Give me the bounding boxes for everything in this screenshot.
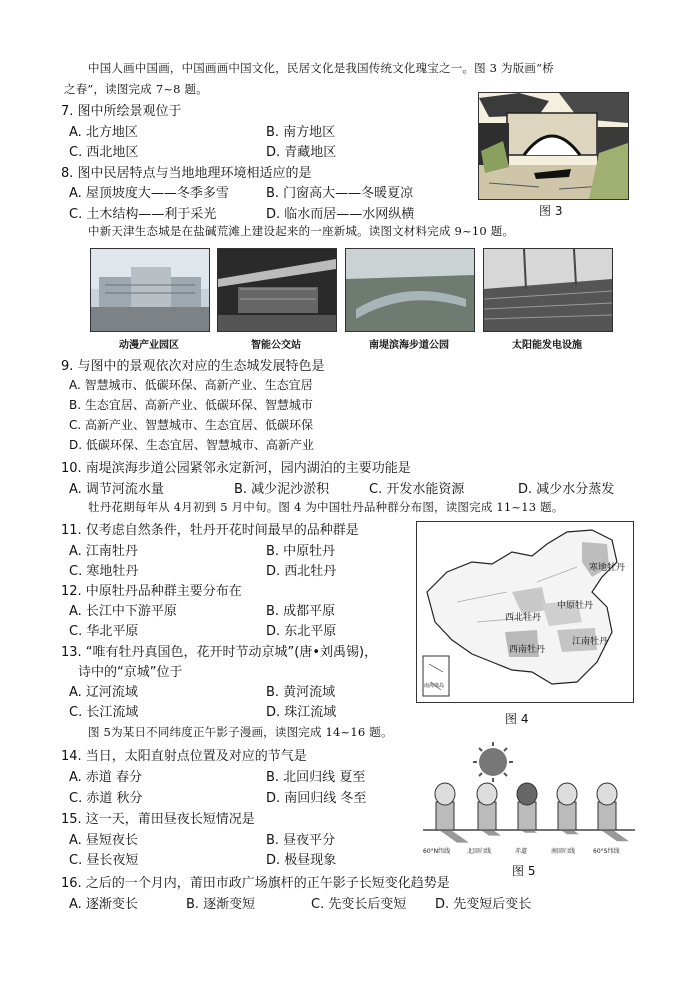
shadow [481,830,501,836]
photo-smart-bus-stop [217,248,337,332]
map-label: 寒地牡丹 [589,563,626,573]
option-d[interactable]: D. 西北牡丹 [266,564,337,579]
body [478,802,496,830]
option-c[interactable]: C. 华北平原 [69,624,139,639]
option-d[interactable]: D. 珠江流域 [266,705,337,720]
intro-text: 中新天津生态城是在盐碱荒滩上建设起来的一座新城。读图文材料完成 9~10 题。 [88,224,515,238]
figure-label: 图 3 [539,204,563,218]
figure-3-woodcut [478,92,629,200]
option-c[interactable]: C. 长江流域 [69,705,139,720]
photo-caption: 南堤滨海步道公园 [369,340,449,351]
intro-text: 图 5为某日不同纬度正午影子漫画，读图完成 14~16 题。 [88,725,393,739]
option-a[interactable]: A. 江南牡丹 [69,544,138,559]
option-b[interactable]: B. 成都平原 [266,604,336,619]
option-d[interactable]: D. 先变短后变长 [435,897,532,912]
option-d[interactable]: D. 极昼现象 [266,853,337,868]
figure-5-shadow-cartoon [423,740,635,860]
option-b[interactable]: B. 减少泥沙淤积 [234,482,330,497]
question-stem: 15. 这一天，莆田昼夜长短情况是 [61,812,255,827]
option-a[interactable]: A. 调节河流水量 [69,482,164,497]
option-c[interactable]: C. 开发水能资源 [369,482,465,497]
shadow [439,830,469,843]
figure-label: 图 4 [505,712,529,726]
option-b[interactable]: B. 南方地区 [266,125,336,140]
option-a[interactable]: A. 屋顶坡度大——冬季多雪 [69,186,229,201]
question-stem: 14. 当日，太阳直射点位置及对应的节气是 [61,749,307,764]
option-a[interactable]: A. 赤道 春分 [69,770,143,785]
option-c[interactable]: C. 赤道 秋分 [69,791,143,806]
person-figure [477,783,501,836]
option-b[interactable]: B. 生态宜居、高新产业、低碳环保、智慧城市 [69,398,313,412]
latitude-label: 赤道 [515,848,528,855]
option-a[interactable]: A. 北方地区 [69,125,138,140]
map-label: 江南牡丹 [572,637,609,647]
latitude-label: 南回归线 [551,848,576,855]
photo-animation-park [90,248,210,332]
option-d[interactable]: D. 南回归线 冬至 [266,791,367,806]
figure-4-peony-map [416,521,634,703]
latitude-label: 60°S纬线 [593,848,620,855]
option-b[interactable]: B. 门窗高大——冬暖夏凉 [266,186,414,201]
head [557,783,577,805]
option-d[interactable]: D. 减少水分蒸发 [518,482,615,497]
question-stem: 诗中的“京城”位于 [78,665,183,680]
option-a[interactable]: A. 逐渐变长 [69,897,138,912]
option-b[interactable]: B. 中原牡丹 [266,544,336,559]
option-c[interactable]: C. 高新产业、智慧城市、生态宜居、低碳环保 [69,418,314,432]
latitude-label: 北回归线 [467,848,492,855]
option-a[interactable]: A. 昼短夜长 [69,833,138,848]
option-a[interactable]: A. 智慧城市、低碳环保、高新产业、生态宜居 [69,378,313,392]
body [436,802,454,830]
option-c[interactable]: C. 西北地区 [69,145,139,160]
map-label: 中原牡丹 [557,601,594,611]
question-stem: 11. 仅考虑自然条件，牡丹开花时间最早的品种群是 [61,523,359,538]
person-figure [435,783,469,843]
figure-label: 图 5 [512,864,536,878]
photo-caption: 太阳能发电设施 [512,340,582,351]
person-figure [597,783,629,841]
person-figure [557,783,579,834]
head [477,783,497,805]
map-inset-label: 南海诸岛 [424,683,445,689]
map-label: 西南牡丹 [509,645,546,655]
intro-text: 之春”，读图完成 7~8 题。 [64,82,208,96]
option-c[interactable]: C. 先变长后变短 [311,897,407,912]
photo-solar-facility [483,248,613,332]
question-stem: 12. 中原牡丹品种群主要分布在 [61,584,242,599]
question-stem: 8. 图中民居特点与当地地理环境相适应的是 [61,166,312,181]
option-a[interactable]: A. 辽河流域 [69,685,138,700]
body [518,802,536,830]
question-stem: 16. 之后的一个月内，莆田市政广场旗杆的正午影子长短变化趋势是 [61,876,450,891]
sun-icon [473,742,513,782]
intro-text: 牡丹花期每年从 4月初到 5 月中旬。图 4 为中国牡丹品种群分布图，读图完成 11~13 题。 [88,500,564,514]
body [598,802,616,830]
option-d[interactable]: D. 青藏地区 [266,145,337,160]
option-b[interactable]: B. 昼夜平分 [266,833,336,848]
option-a[interactable]: A. 长江中下游平原 [69,604,177,619]
option-d[interactable]: D. 东北平原 [266,624,337,639]
photo-caption: 动漫产业园区 [119,340,179,351]
person-figure [517,783,537,833]
body [558,802,576,830]
option-c[interactable]: C. 寒地牡丹 [69,564,139,579]
option-c[interactable]: C. 土木结构——利于采光 [69,207,217,222]
option-b[interactable]: B. 黄河流域 [266,685,336,700]
option-d[interactable]: D. 低碳环保、生态宜居、智慧城市、高新产业 [69,438,314,452]
shadow [601,830,629,841]
head [435,783,455,805]
head [597,783,617,805]
head [517,783,537,805]
map-label: 西北牡丹 [505,613,542,623]
photo-seawall-park [345,248,475,332]
question-stem: 7. 图中所绘景观位于 [61,104,182,119]
option-b[interactable]: B. 逐渐变短 [186,897,256,912]
option-d[interactable]: D. 临水而居——水网纵横 [266,207,415,222]
question-stem: 10. 南堤滨海步道公园紧邻永定新河，园内湖泊的主要功能是 [61,461,411,476]
option-b[interactable]: B. 北回归线 夏至 [266,770,366,785]
question-stem: 9. 与图中的景观依次对应的生态城发展特色是 [61,359,325,374]
photo-caption: 智能公交站 [251,340,301,351]
option-c[interactable]: C. 昼长夜短 [69,853,139,868]
intro-text: 中国人画中国画，中国画画中国文化，民居文化是我国传统文化瑰宝之一。图 3 为版画“桥 [88,61,554,75]
latitude-label: 60°N纬线 [423,848,451,855]
question-stem: 13. “唯有牡丹真国色，花开时节动京城”(唐•刘禹锡)， [61,645,378,660]
